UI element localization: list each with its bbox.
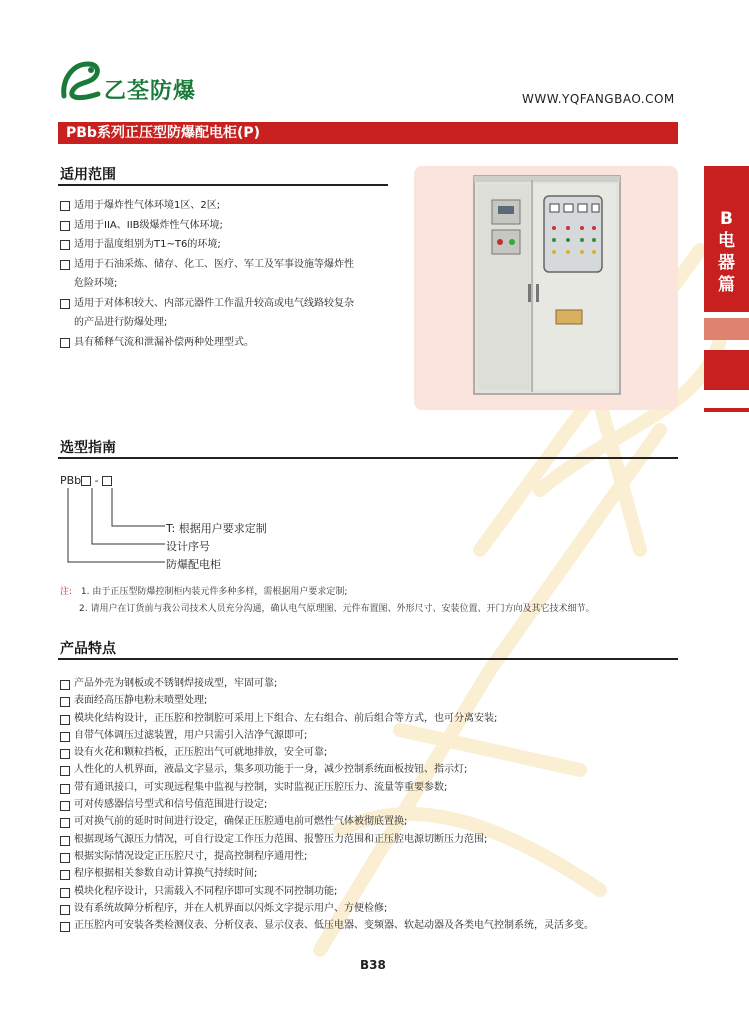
features-heading: 产品特点 (60, 641, 116, 657)
page-number: B38 (360, 958, 386, 972)
side-tab-label (704, 208, 749, 296)
list-item: 产品外壳为钢板或不锈钢焊接成型，牢固可靠; (60, 675, 690, 692)
list-item: 适用于IIA、IIB级爆炸性气体环境; (60, 216, 400, 236)
list-item: 模块化程序设计，只需载入不同程序即可实现不同控制功能; (60, 883, 690, 900)
website-url: WWW.YQFANGBAO.COM (522, 92, 675, 106)
selection-rule (58, 457, 678, 459)
page-title: PBb系列正压型防爆配电柜(P) (66, 125, 261, 141)
legend-design-number: 设计序号 (166, 540, 210, 553)
list-item: 设有火花和颗粒挡板，正压腔出气可就地排放，安全可靠; (60, 744, 690, 761)
note-item: 2. 请用户在订货前与我公司技术人员充分沟通，确认电气原理图、元件布置图、外形尺寸、安装位置、开门方向及其它技术细节。 (79, 604, 595, 614)
model-slot-box (102, 476, 112, 486)
usage-heading: 适用范围 (60, 167, 116, 183)
side-tab-char: 篇 (718, 275, 735, 295)
features-list (60, 675, 690, 934)
list-item: 带有通讯接口，可实现远程集中监视与控制，实时监视正压腔压力、流量等重要参数; (60, 779, 690, 796)
usage-list (60, 196, 400, 352)
model-separator: - (94, 474, 99, 487)
list-item-continuation: 的产品进行防爆处理; (74, 317, 168, 328)
side-tab-marker-light (704, 318, 749, 340)
side-tab-char: B (720, 209, 733, 229)
selection-heading: 选型指南 (60, 440, 116, 456)
list-item: 表面经高压静电粉末喷塑处理; (60, 692, 690, 709)
list-item: 适用于对体积较大、内部元器件工作温升较高或电气线路较复杂 (60, 294, 400, 314)
list-item: 根据现场气源压力情况，可自行设定工作压力范围、报警压力范围和正压腔电源切断压力范围; (60, 831, 690, 848)
list-item: 模块化结构设计，正压腔和控制腔可采用上下组合、左右组合、前后组合等方式，也可分离安装; (60, 710, 690, 727)
list-item: 具有稀释气流和泄漏补偿两种处理型式。 (60, 333, 400, 353)
list-item: 适用于爆炸性气体环境1区、2区; (60, 196, 400, 216)
list-item-continuation: 危险环境; (74, 278, 118, 289)
model-slot-box (81, 476, 91, 486)
notes (60, 584, 680, 618)
cabinet-photo (470, 172, 624, 398)
note-label: 注: (60, 587, 73, 597)
side-tab-char: 电 (718, 231, 735, 251)
brand-name: 乙荃防爆 (104, 79, 197, 104)
side-tab-marker (704, 350, 749, 390)
legend-custom: T: 根据用户要求定制 (166, 522, 267, 535)
brand-logo-icon (58, 58, 102, 102)
model-legend-lines (60, 486, 170, 576)
usage-rule (58, 184, 388, 186)
list-item: 正压腔内可安装各类检测仪表、分析仪表、显示仪表、低压电器、变频器、软起动器及各类电气控制系统，灵活多变。 (60, 917, 690, 934)
list-item: 程序根据相关参数自动计算换气持续时间; (60, 865, 690, 882)
side-tab-line (704, 408, 749, 412)
features-rule (58, 658, 678, 660)
list-item: 根据实际情况设定正压腔尺寸，提高控制程序通用性; (60, 848, 690, 865)
list-item: 可对换气前的延时时间进行设定，确保正压腔通电前可燃性气体被彻底置换; (60, 813, 690, 830)
list-item: 设有系统故障分析程序，并在人机界面以闪烁文字提示用户、方便检修; (60, 900, 690, 917)
list-item: 自带气体调压过滤装置，用户只需引入洁净气源即可; (60, 727, 690, 744)
list-item: 人性化的人机界面，液晶文字显示，集多项功能于一身，减少控制系统面板按钮、指示灯; (60, 761, 690, 778)
list-item: 可对传感器信号型式和信号值范围进行设定; (60, 796, 690, 813)
model-prefix: PBb (60, 474, 82, 487)
legend-product: 防爆配电柜 (166, 558, 221, 571)
list-item: 适用于石油采炼、储存、化工、医疗、军工及军事设施等爆炸性 (60, 255, 400, 275)
note-item: 1. 由于正压型防爆控制柜内装元件多种多样，需根据用户要求定制; (80, 587, 348, 597)
list-item: 适用于温度组别为T1~T6的环境; (60, 235, 400, 255)
side-tab-char: 器 (718, 253, 735, 273)
